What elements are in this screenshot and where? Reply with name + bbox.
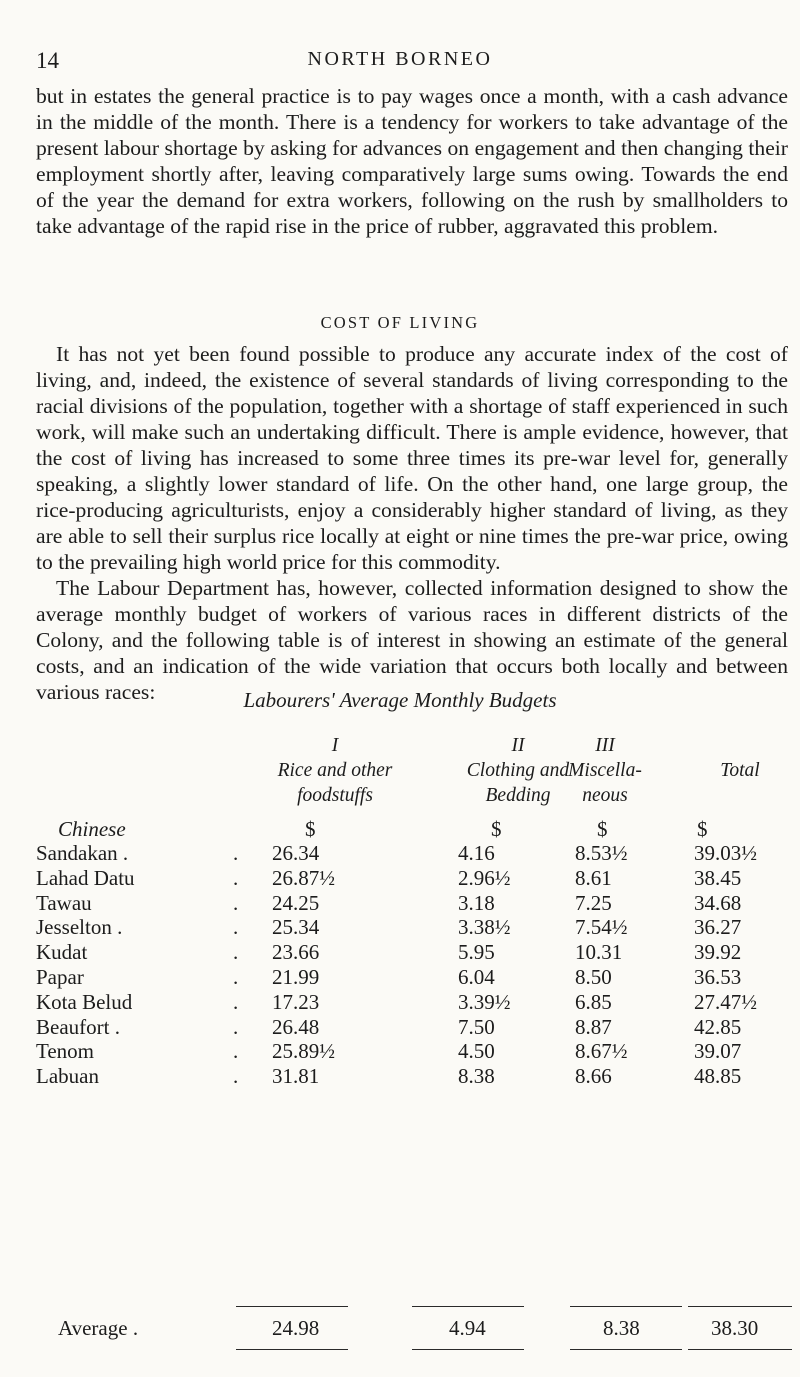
table-cell: 36.27 <box>694 915 742 939</box>
row-district-label: Beaufort . <box>36 1015 120 1039</box>
rule-below-average <box>236 1349 348 1350</box>
table-cell: 39.07 <box>694 1039 742 1063</box>
column-line1: Clothing and <box>466 760 570 781</box>
table-cell: 4.50 <box>458 1039 495 1063</box>
leader-dot: . <box>233 940 239 964</box>
paragraph-text: but in estates the general practice is to pay wages once a month, with a cash advance in the middle of the month. There is a tendency for workers to take advantage of the present labour shortage by asking for advances on engagement and then changing their employment shortly after, leaving comparatively large sums owing. Towards the end of the year the demand for extra workers, following on the rush by smallholders to take advantage of the rapid rise in the price of rubber, aggravated this problem. <box>36 84 788 238</box>
row-district-label: Labuan <box>36 1064 99 1088</box>
table-cell: 8.53½ <box>575 841 628 865</box>
paragraph-text: The Labour Department has, however, collected information designed to show the average monthly budget of workers of various races in different districts of the Colony, and the following table is of interest in showing an estimate of the general costs, and an indication of the wide variation that occurs both locally and between various races: <box>36 576 788 704</box>
table-cell: 26.87½ <box>272 866 335 890</box>
column-roman: III <box>595 735 615 756</box>
leader-dot: . <box>233 965 239 989</box>
table-cell: 39.03½ <box>694 841 757 865</box>
table-cell: 25.34 <box>272 915 320 939</box>
average-value: 38.30 <box>711 1316 759 1340</box>
rule-above-average <box>236 1306 348 1307</box>
table-cell: 2.96½ <box>458 866 511 890</box>
average-value: 4.94 <box>449 1316 486 1340</box>
column-header-misc <box>505 733 705 808</box>
table-cell: 8.38 <box>458 1064 495 1088</box>
row-district-label: Kudat <box>36 940 88 964</box>
column-roman: II <box>511 735 525 756</box>
table-cell: 3.18 <box>458 891 495 915</box>
column-roman: I <box>331 735 339 756</box>
table-cell: 23.66 <box>272 940 320 964</box>
table-cell: 6.85 <box>575 990 612 1014</box>
table-cell: 7.50 <box>458 1015 495 1039</box>
rule-above-average <box>570 1306 682 1307</box>
table-cell: 4.16 <box>458 841 495 865</box>
leader-dot: . <box>233 1039 239 1063</box>
rule-below-average <box>412 1349 524 1350</box>
table-cell: 3.39½ <box>458 990 511 1014</box>
table-cell: 6.04 <box>458 965 495 989</box>
row-district-label: Tawau <box>36 891 92 915</box>
rule-above-average <box>688 1306 792 1307</box>
table-cell: 5.95 <box>458 940 495 964</box>
table-cell: 8.67½ <box>575 1039 628 1063</box>
table-cell: 8.61 <box>575 866 612 890</box>
column-line1: Total <box>720 760 760 781</box>
column-line1: Miscella- <box>568 760 642 781</box>
leader-dot: . <box>233 1064 239 1088</box>
table-cell: 26.34 <box>272 841 320 865</box>
leader-dot: . <box>233 841 239 865</box>
paragraph-cost-of-living <box>36 341 788 705</box>
average-label: Average . <box>58 1316 139 1340</box>
table-cell: 27.47½ <box>694 990 757 1014</box>
currency-symbol: $ <box>491 817 502 841</box>
column-header-rice <box>225 733 445 808</box>
row-district-label: Papar <box>36 965 84 989</box>
table-cell: 8.87 <box>575 1015 612 1039</box>
table-cell: 26.48 <box>272 1015 320 1039</box>
table-cell: 10.31 <box>575 940 623 964</box>
rule-below-average <box>570 1349 682 1350</box>
table-cell: 17.23 <box>272 990 320 1014</box>
table-cell: 7.25 <box>575 891 612 915</box>
paragraph-text: It has not yet been found possible to produce any accurate index of the cost of living, and, indeed, the existence of several standards of living corresponding to the racial divisions of the population, together with a shortage of staff experienced in such work, will make such an undertaking difficult. There is ample evidence, however, that the cost of living has increased to some three times its pre-war level for, generally speaking, a slightly lower standard of life. On the other hand, one large group, the rice-producing agriculturists, enjoy a considerably higher standard of living, as they are able to sell their surplus rice locally at eight or nine times the pre-war price, owing to the prevailing high world price for this commodity. <box>36 342 788 574</box>
leader-dot: . <box>233 891 239 915</box>
group-label: Chinese <box>58 817 126 841</box>
row-district-label: Lahad Datu <box>36 866 135 890</box>
column-line1: Rice and other <box>277 760 393 781</box>
table-cell: 24.25 <box>272 891 320 915</box>
column-line2: foodstuffs <box>297 785 373 806</box>
average-value: 24.98 <box>272 1316 320 1340</box>
page-number: 14 <box>36 48 59 73</box>
currency-symbol: $ <box>697 817 708 841</box>
table-cell: 39.92 <box>694 940 742 964</box>
currency-symbol: $ <box>597 817 608 841</box>
table-cell: 34.68 <box>694 891 742 915</box>
table-cell: 3.38½ <box>458 915 511 939</box>
running-title: NORTH BORNEO <box>307 48 493 70</box>
column-header-total <box>680 758 800 783</box>
table-cell: 25.89½ <box>272 1039 335 1063</box>
column-line2: neous <box>582 785 628 806</box>
table-cell: 7.54½ <box>575 915 628 939</box>
leader-dot: . <box>233 866 239 890</box>
table-cell: 48.85 <box>694 1064 742 1088</box>
table-cell: 8.66 <box>575 1064 612 1088</box>
leader-dot: . <box>233 990 239 1014</box>
table-cell: 36.53 <box>694 965 742 989</box>
row-district-label: Sandakan . <box>36 841 129 865</box>
leader-dot: . <box>233 1015 239 1039</box>
leader-dot: . <box>233 915 239 939</box>
section-title: COST OF LIVING <box>320 313 480 332</box>
average-value: 8.38 <box>603 1316 640 1340</box>
currency-symbol: $ <box>305 817 316 841</box>
column-line2: Bedding <box>485 785 551 806</box>
table-cell: 31.81 <box>272 1064 320 1088</box>
row-district-label: Tenom <box>36 1039 95 1063</box>
rule-above-average <box>412 1306 524 1307</box>
table-cell: 38.45 <box>694 866 742 890</box>
paragraph-wages <box>36 83 788 239</box>
table-cell: 21.99 <box>272 965 320 989</box>
rule-below-average <box>688 1349 792 1350</box>
row-district-label: Kota Belud <box>36 990 133 1014</box>
table-cell: 42.85 <box>694 1015 742 1039</box>
table-title: Labourers' Average Monthly Budgets <box>243 688 557 712</box>
row-district-label: Jesselton . <box>36 915 123 939</box>
table-cell: 8.50 <box>575 965 612 989</box>
